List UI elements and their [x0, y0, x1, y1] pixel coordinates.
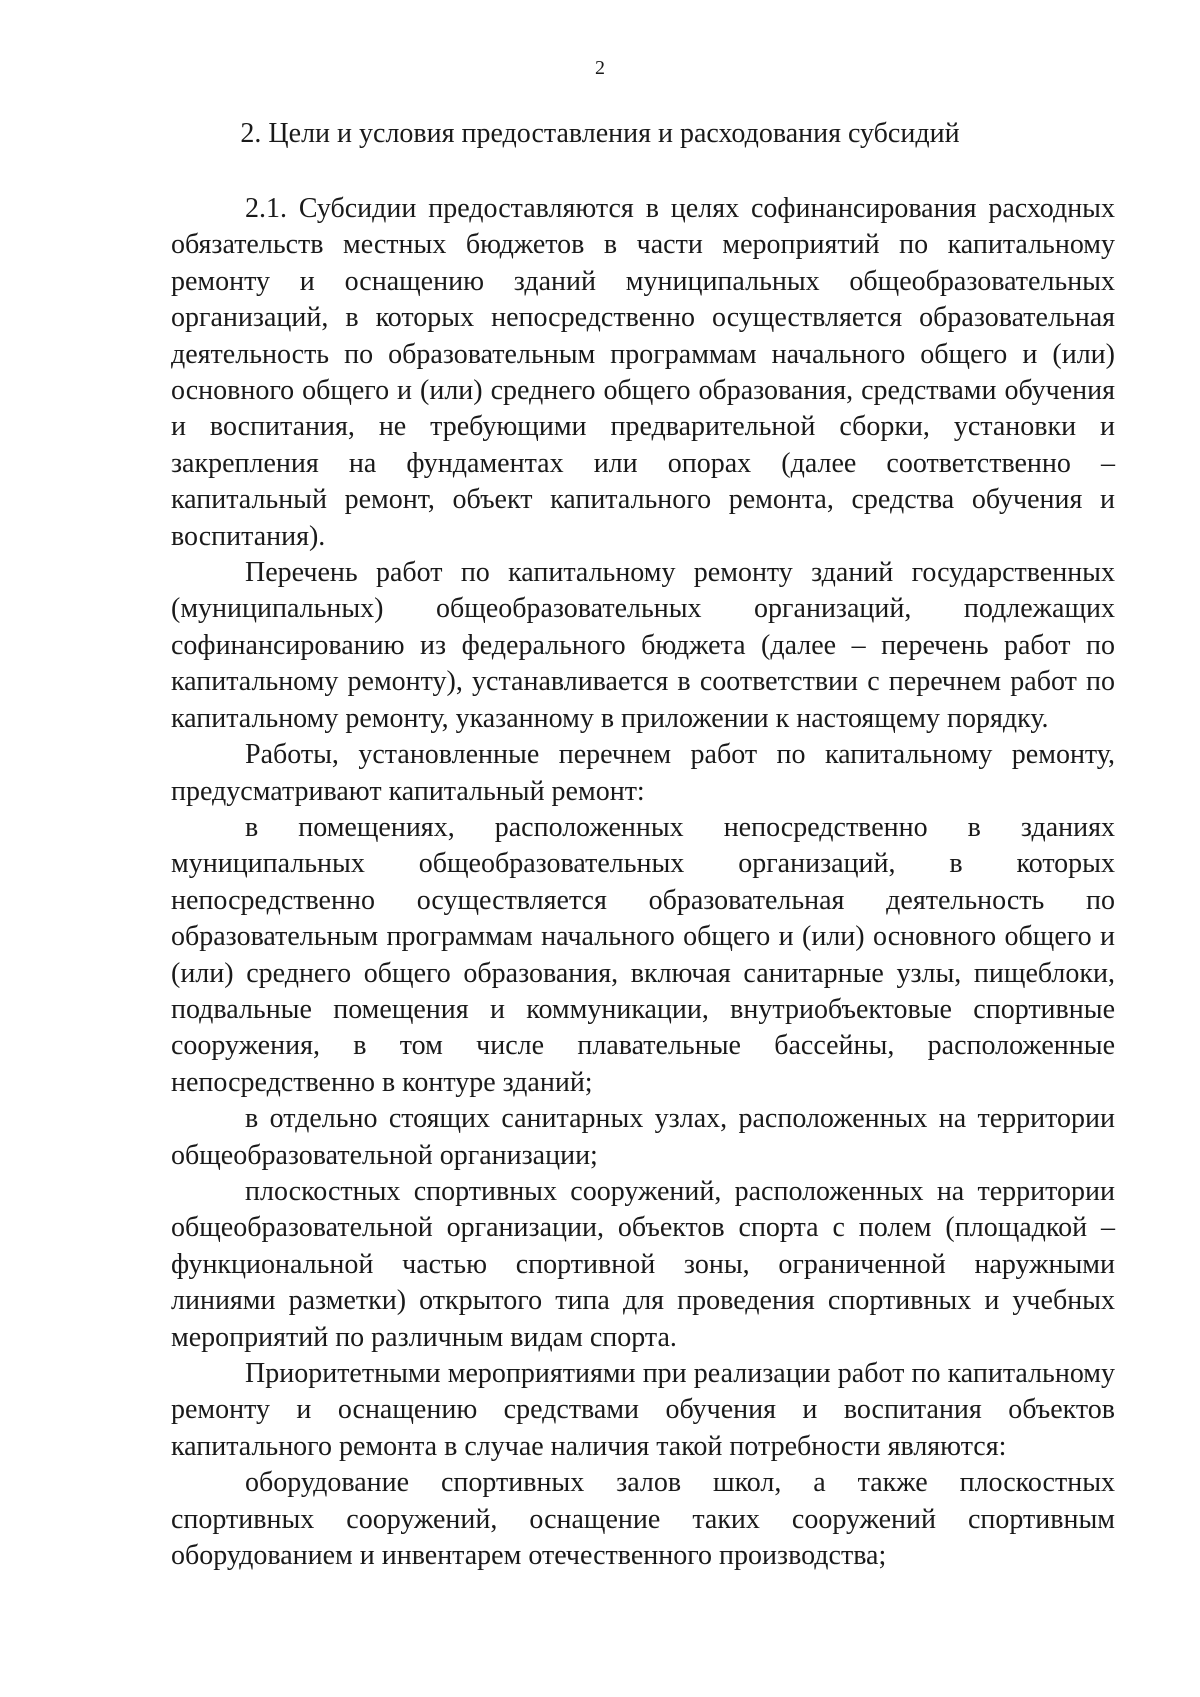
paragraph-priority-measures: Приоритетными мероприятиями при реализации работ по капитальному ремонту и оснащению средствами обучения и воспитания объектов капитального ремонта в случае наличия такой потребности являются:	[171, 1358, 1115, 1462]
paragraph-sanitary-units: в отдельно стоящих санитарных узлах, расположенных на территории общеобразовательной организации;	[171, 1103, 1115, 1171]
paragraph-sports-equipment: оборудование спортивных залов школ, а также плоскостных спортивных сооружений, оснащение таких сооружений спортивным оборудованием и инвентарем отечественного производства;	[171, 1467, 1115, 1572]
paragraph-works-include: Работы, установленные перечнем работ по капитальному ремонту, предусматривают капитальный ремонт:	[171, 739, 1115, 807]
page-number: 2	[595, 57, 605, 79]
paragraph-premises: в помещениях, расположенных непосредственно в зданиях муниципальных общеобразовательных организаций, в которых непосредственно осуществляется образовательная деятельность по образовательным программам начального общего и (или) основного общего и (или) среднего общего образования, включая санитарные узлы, пищеблоки, подвальные помещения и коммуникации, внутриобъектовые спортивные сооружения, в том числе плавательные бассейны, расположенные непосредственно в контуре зданий;	[171, 811, 1115, 1098]
paragraph-works-list: Перечень работ по капитальному ремонту зданий государственных (муниципальных) общеобразовательных организаций, подлежащих софинансированию из федерального бюджета (далее – перечень работ по капитальному ремонту), устанавливается в соответствии с перечнем работ по капитальному ремонту, указанному в приложении к настоящему порядку.	[171, 557, 1115, 734]
document-body	[171, 191, 1115, 1574]
paragraph-2-1-purpose: 2.1. Субсидии предоставляются в целях софинансирования расходных обязательств местных бюджетов в части мероприятий по капитальному ремонту и оснащению зданий муниципальных общеобразовательных организаций, в которых непосредственно осуществляется образовательная деятельность по образовательным программам начального общего и (или) основного общего и (или) среднего общего образования, средствами обучения и воспитания, не требующими предварительной сборки, установки и закрепления на фундаментах или опорах (далее соответственно – капитальный ремонт, объект капитального ремонта, средства обучения и воспитания).	[171, 193, 1115, 552]
section-title: 2. Цели и условия предоставления и расходования субсидий	[240, 118, 960, 149]
paragraph-sports-facilities: плоскостных спортивных сооружений, расположенных на территории общеобразовательной организации, объектов спорта с полем (площадкой – функциональной частью спортивной зоны, ограниченной наружными линиями разметки) открытого типа для проведения спортивных и учебных мероприятий по различным видам спорта.	[171, 1175, 1115, 1353]
